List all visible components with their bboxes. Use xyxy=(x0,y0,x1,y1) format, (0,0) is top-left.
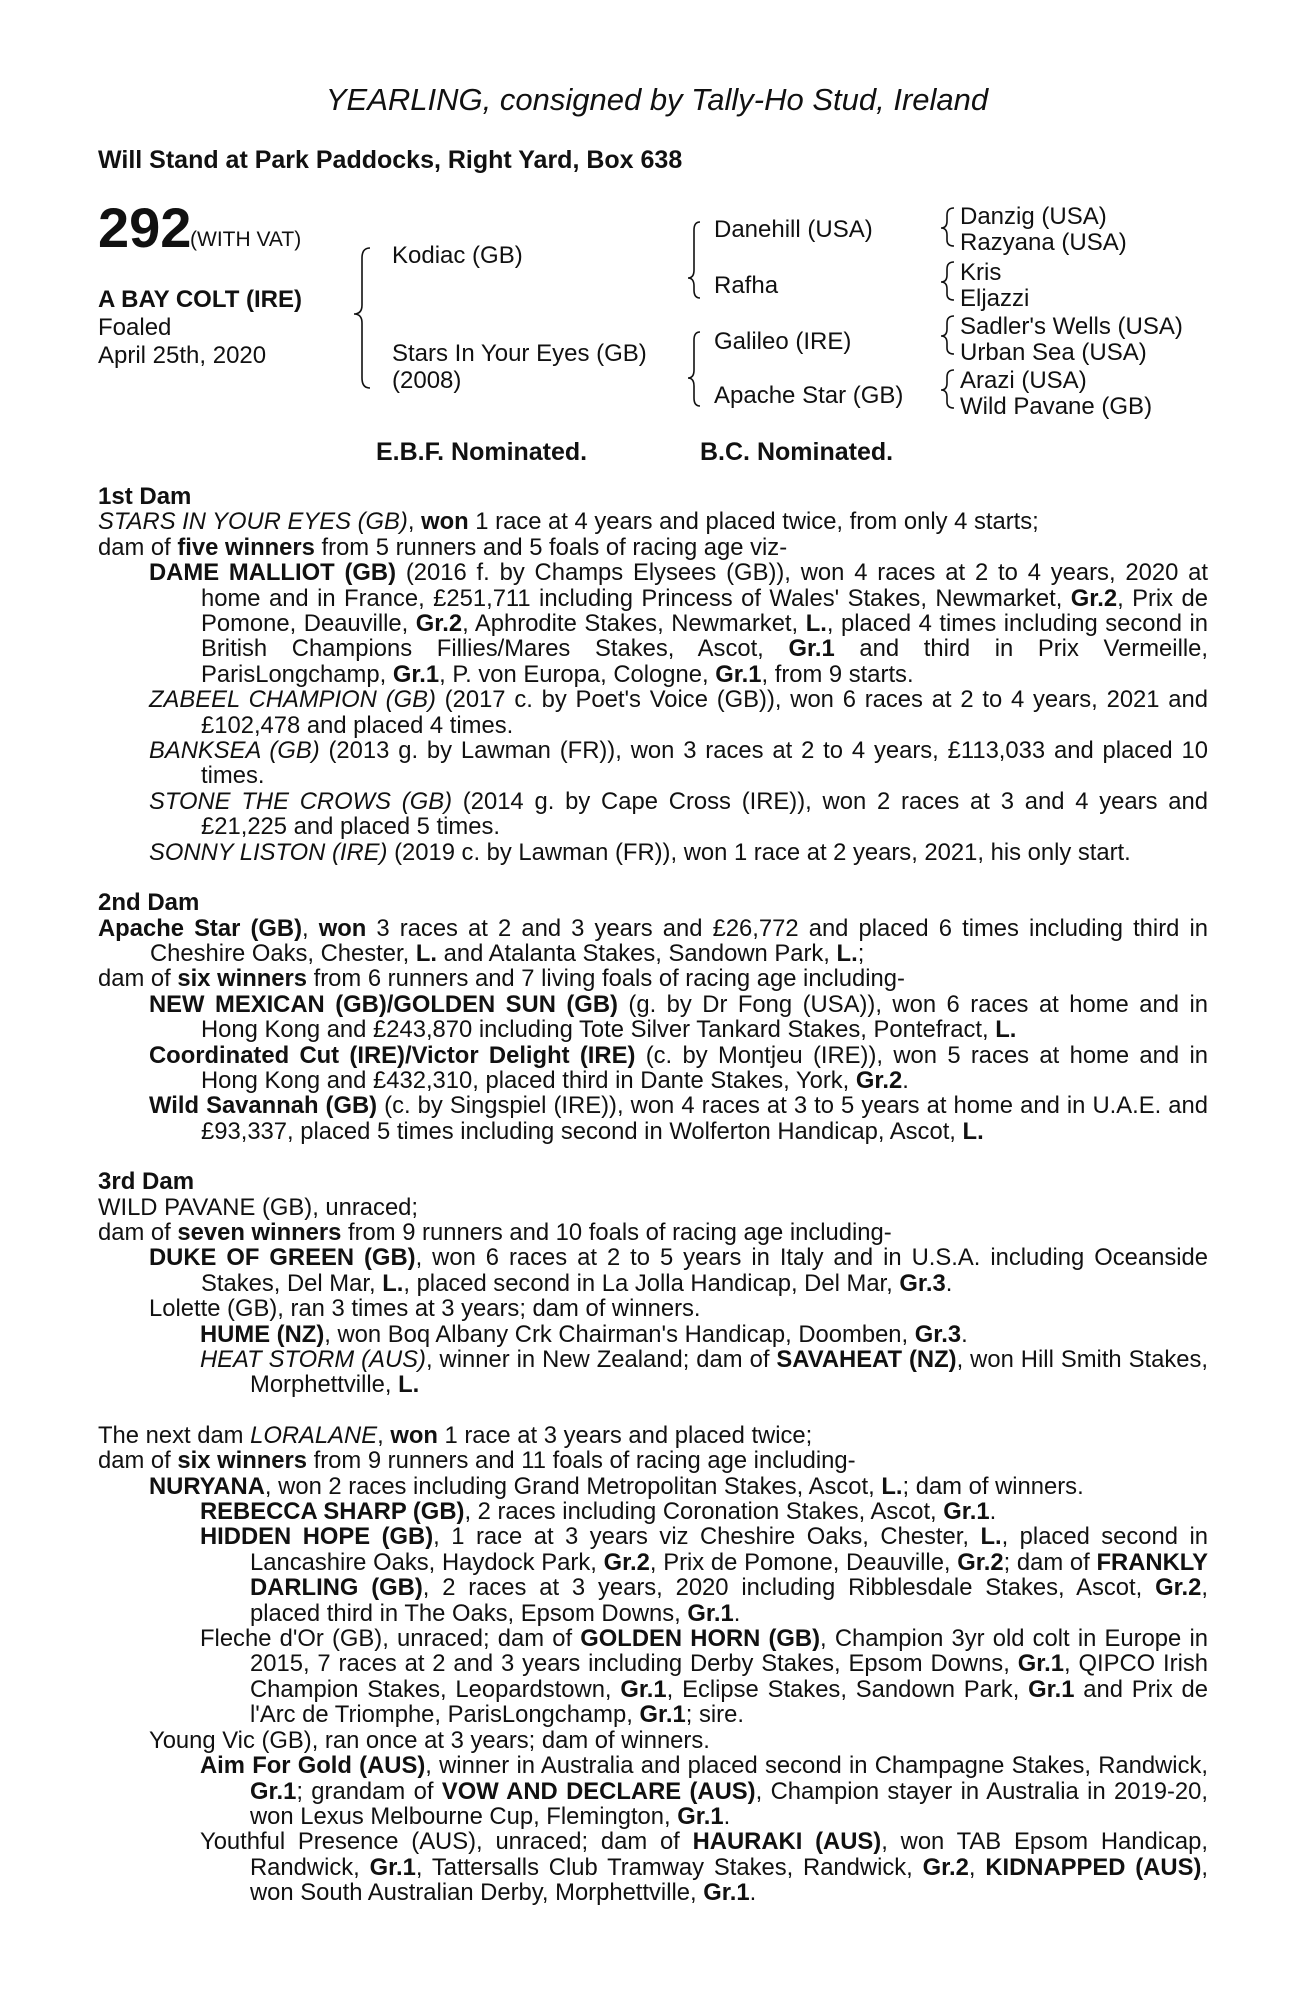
progeny-name: REBECCA SHARP (GB) xyxy=(200,1498,465,1526)
pedigree-g6: Urban Sea (USA) xyxy=(960,339,1147,366)
grade: Gr.3 xyxy=(899,1269,946,1297)
pedigree-g1: Danzig (USA) xyxy=(960,203,1107,230)
stall-location: Will Stand at Park Paddocks, Right Yard, Box 638 xyxy=(98,146,683,174)
text: (c. by Montjeu (IRE)), won 5 races at home and in Hong Kong and £432,310, placed third in Dante Stakes, York, xyxy=(201,1041,1208,1094)
pedigree-g8: Wild Pavane (GB) xyxy=(960,393,1153,420)
text: 1 race at 3 years and placed twice; xyxy=(437,1421,813,1449)
first-dam-heading: 1st Dam xyxy=(98,483,192,510)
grade: Gr.1 xyxy=(369,1853,416,1881)
next-dam-produce xyxy=(98,1448,1208,1473)
progeny-name: GOLDEN HORN (GB) xyxy=(580,1625,821,1653)
progeny-name: DUKE OF GREEN (GB) xyxy=(149,1244,416,1272)
grade: Gr.2 xyxy=(603,1548,650,1576)
text: from 5 runners and 5 foals of racing age viz- xyxy=(314,533,788,561)
progeny-name: Aim For Gold (AUS) xyxy=(200,1752,426,1780)
text: dam of xyxy=(98,533,178,561)
text: . xyxy=(945,1269,953,1297)
lot-number: 292 xyxy=(98,196,192,259)
progeny-hidden-hope xyxy=(98,1524,1208,1626)
winners-count: seven winners xyxy=(177,1218,342,1246)
text: The next dam xyxy=(98,1421,251,1449)
progeny-name: HEAT STORM (AUS) xyxy=(200,1346,426,1373)
grade: Gr.1 xyxy=(943,1498,990,1526)
bc-nominated: B.C. Nominated. xyxy=(700,438,894,466)
text: , winner in New Zealand; dam of xyxy=(425,1346,777,1373)
progeny-name: NEW MEXICAN (GB)/GOLDEN SUN (GB) xyxy=(149,990,618,1018)
text: (2017 c. by Poet's Voice (GB)), won 6 races at 2 to 4 years, 2021 and £102,478 and placed 4 times. xyxy=(201,686,1209,739)
grade: Gr.1 xyxy=(639,1701,686,1729)
pedigree-g7: Arazi (USA) xyxy=(960,367,1087,394)
text: , placed 4 times including second in British Champions Fillies/Mares Stakes, Ascot, xyxy=(201,610,1209,663)
text: , Tattersalls Club Tramway Stakes, Randwick, xyxy=(415,1853,923,1881)
second-dam-name: Apache Star (GB) xyxy=(98,914,303,942)
winners-count: five winners xyxy=(177,533,315,561)
pedigree-sire: Kodiac (GB) xyxy=(392,242,523,269)
next-dam-name: LORALANE xyxy=(250,1421,378,1449)
text: , won South Australian Derby, Morphettville, xyxy=(250,1853,1208,1907)
progeny-coordinated-cut xyxy=(98,1043,1208,1094)
grade: L. xyxy=(398,1371,420,1399)
text: dam of xyxy=(98,1447,178,1475)
text: . xyxy=(723,1802,731,1830)
progeny-wild-savannah xyxy=(98,1093,1208,1144)
grade: Gr.1 xyxy=(703,1879,750,1907)
grade: Gr.2 xyxy=(922,1853,969,1881)
section-gap xyxy=(98,1144,1208,1169)
next-dam-intro xyxy=(98,1423,1208,1448)
grade: Gr.1 xyxy=(788,635,835,663)
ebf-nominated: E.B.F. Nominated. xyxy=(376,438,588,466)
text: . xyxy=(989,1498,997,1526)
text: , placed third in The Oaks, Epsom Downs, xyxy=(250,1574,1208,1627)
text: , 2 races including Coronation Stakes, Ascot, xyxy=(464,1498,944,1526)
grade: L. xyxy=(962,1117,984,1145)
pedigree-g5: Sadler's Wells (USA) xyxy=(960,313,1183,340)
pedigree-g3: Kris xyxy=(960,259,1002,286)
third-dam-produce xyxy=(98,1220,1208,1245)
text: 3 races at 2 and 3 years and £26,772 and placed 6 times including third in Cheshire Oaks, Chester, xyxy=(150,914,1208,967)
pedigree-sire-sire: Danehill (USA) xyxy=(714,216,873,243)
text: , 1 race at 3 years viz Cheshire Oaks, Chester, xyxy=(433,1523,981,1551)
grade: L. xyxy=(836,939,858,967)
progeny-fleche-dor xyxy=(98,1626,1208,1728)
first-dam-intro: STARS IN YOUR EYES (GB), won 1 race at 4 years and placed twice, from only 4 starts; xyxy=(98,508,1039,536)
text: , Aphrodite Stakes, Newmarket, xyxy=(462,610,806,638)
text: , Eclipse Stakes, Sandown Park, xyxy=(666,1675,1029,1703)
progeny-name: HUME (NZ) xyxy=(200,1320,325,1348)
text: , Champion 3yr old colt in Europe in 2015, 7 races at 2 and 3 years including Derby Stakes, Epsom Downs, xyxy=(250,1625,1208,1678)
grade: L. xyxy=(980,1523,1002,1551)
text: from 9 runners and 10 foals of racing age including- xyxy=(341,1218,892,1246)
grade: L. xyxy=(415,939,438,967)
text: (g. by Dr Fong (USA)), won 6 races at home and in Hong Kong and £243,870 including Tote Silver Tankard Stakes, Pontefract, xyxy=(201,990,1208,1044)
grade: Gr.1 xyxy=(687,1599,734,1627)
grade: L. xyxy=(805,610,827,638)
grade: L. xyxy=(382,1269,404,1297)
section-gap xyxy=(98,1398,1208,1423)
progeny-name: SAVAHEAT (NZ) xyxy=(776,1346,957,1373)
grade: Gr.2 xyxy=(1070,584,1118,612)
text: , xyxy=(968,1853,986,1881)
vat-note: (WITH VAT) xyxy=(190,228,302,251)
text: , Prix de Pomone, Deauville, xyxy=(201,584,1208,638)
text: , Prix de Pomone, Deauville, xyxy=(649,1548,958,1576)
text: (2016 f. by Champs Elysees (GB)), won 4 races at 2 to 4 years, 2020 at home and in France, £251,711 including Princess of Wales' Stakes, Newmarket, xyxy=(201,559,1208,612)
pedigree-g4: Eljazzi xyxy=(960,285,1030,312)
text: , P. von Europa, Cologne, xyxy=(439,660,716,688)
text: Fleche d'Or (GB), unraced; dam of xyxy=(200,1625,581,1653)
progeny-stone-the-crows xyxy=(98,789,1208,840)
won-label: won xyxy=(421,508,469,536)
grade: Gr.1 xyxy=(677,1802,724,1830)
foaled-label: Foaled xyxy=(98,314,172,341)
progeny-name: STONE THE CROWS (GB) xyxy=(149,787,452,815)
text: and Atalanta Stakes, Sandown Park, xyxy=(437,939,837,967)
third-dam-intro: WILD PAVANE (GB), unraced; xyxy=(98,1193,419,1221)
text: from 6 runners and 7 living foals of racing age including- xyxy=(307,965,905,993)
text: ; dam of xyxy=(1003,1548,1097,1576)
grade: Gr.1 xyxy=(715,660,762,688)
text: from 9 runners and 11 foals of racing age including- xyxy=(307,1447,856,1475)
progeny-rebecca-sharp xyxy=(98,1499,1208,1524)
first-dam-record: 1 race at 4 years and placed twice, from only 4 starts; xyxy=(468,508,1039,536)
grade: Gr.3 xyxy=(914,1320,962,1348)
progeny-duke-of-green xyxy=(98,1245,1208,1296)
grade: Gr.2 xyxy=(415,610,463,638)
text: , placed second in Lancashire Oaks, Haydock Park, xyxy=(250,1523,1209,1576)
grade: Gr.1 xyxy=(620,1675,667,1703)
text: , won TAB Epsom Handicap, Randwick, xyxy=(250,1828,1208,1881)
grade: Gr.2 xyxy=(957,1548,1004,1576)
pedigree-dam-sire: Galileo (IRE) xyxy=(714,328,852,355)
page-title: YEARLING, consigned by Tally-Ho Stud, Ireland xyxy=(325,82,989,117)
text: (c. by Singspiel (IRE)), won 4 races at 3 to 5 years at home and in U.A.E. and £93,337, placed 5 times including second in Wolferton Handicap, Ascot, xyxy=(201,1092,1208,1145)
text: ; grandam of xyxy=(296,1777,442,1805)
text: , xyxy=(377,1421,391,1449)
pedigree-sire-dam: Rafha xyxy=(714,272,779,299)
first-dam-produce xyxy=(98,535,1208,560)
text: , 2 races at 3 years, 2020 including Ribblesdale Stakes, Ascot, xyxy=(422,1574,1156,1602)
horse-description: A BAY COLT (IRE) xyxy=(98,286,303,313)
text: , won 2 races including Grand Metropolitan Stakes, Ascot, xyxy=(264,1472,882,1500)
progeny-name: Wild Savannah (GB) xyxy=(149,1092,378,1120)
text: . xyxy=(749,1879,757,1907)
text: , won 6 races at 2 to 5 years in Italy and in U.S.A. including Oceanside Stakes, Del Mar, xyxy=(201,1244,1208,1297)
text: . xyxy=(902,1066,909,1094)
progeny-banksea xyxy=(98,738,1208,789)
progeny-lolette: Lolette (GB), ran 3 times at 3 years; dam of winners. xyxy=(149,1295,701,1323)
text: (2014 g. by Cape Cross (IRE)), won 2 races at 3 and 4 years and £21,225 and placed 5 times. xyxy=(201,787,1208,841)
progeny-name: DAME MALLIOT (GB) xyxy=(149,559,397,587)
text: and third in Prix Vermeille, ParisLongchamp, xyxy=(201,635,1208,688)
progeny-heat-storm xyxy=(98,1347,1208,1398)
grade: Gr.1 xyxy=(392,660,440,688)
text: dam of xyxy=(98,1218,178,1246)
grade: Gr.2 xyxy=(1155,1574,1202,1602)
progeny-name: HIDDEN HOPE (GB) xyxy=(200,1523,434,1551)
text: ; dam of winners. xyxy=(902,1472,1084,1500)
text: , from 9 starts. xyxy=(761,660,914,688)
catalogue-body xyxy=(98,484,1208,1906)
progeny-name: Coordinated Cut (IRE)/Victor Delight (IRE) xyxy=(149,1041,636,1069)
text: Youthful Presence (AUS), unraced; dam of xyxy=(200,1828,693,1856)
text: dam of xyxy=(98,965,178,993)
progeny-name: NURYANA xyxy=(149,1472,265,1500)
won-label: won xyxy=(318,914,367,942)
pedigree-g2: Razyana (USA) xyxy=(960,229,1127,256)
progeny-name: FRANKLY DARLING (GB) xyxy=(250,1548,1208,1602)
grade: Gr.1 xyxy=(1028,1675,1075,1703)
foaled-date: April 25th, 2020 xyxy=(98,342,267,369)
text: ; sire. xyxy=(685,1701,744,1729)
progeny-aim-for-gold xyxy=(98,1753,1208,1829)
text: ; xyxy=(857,939,865,967)
text: and Prix de l'Arc de Triomphe, ParisLongchamp, xyxy=(250,1675,1208,1729)
progeny-new-mexican xyxy=(98,992,1208,1043)
text: , winner in Australia and placed second in Champagne Stakes, Randwick, xyxy=(425,1752,1208,1780)
progeny-name: SONNY LISTON (IRE) xyxy=(149,838,388,866)
progeny-name: BANKSEA (GB) xyxy=(149,737,320,765)
text: , won Hill Smith Stakes, Morphettville, xyxy=(250,1346,1209,1399)
pedigree-dam: Stars In Your Eyes (GB) xyxy=(392,340,647,367)
progeny-zabeel-champion xyxy=(98,687,1208,738)
winners-count: six winners xyxy=(177,965,307,993)
text: , Champion stayer in Australia in 2019-20, won Lexus Melbourne Cup, Flemington, xyxy=(250,1777,1208,1830)
progeny-name: KIDNAPPED (AUS) xyxy=(985,1853,1202,1881)
progeny-hume xyxy=(98,1322,1208,1347)
progeny-nuryana xyxy=(98,1474,1208,1499)
progeny-youthful-presence xyxy=(98,1829,1208,1905)
third-dam-heading: 3rd Dam xyxy=(98,1168,195,1196)
progeny-name: ZABEEL CHAMPION (GB) xyxy=(149,686,436,714)
pedigree-dam-year: (2008) xyxy=(392,367,462,394)
second-dam-intro: Apache Star (GB), won 3 races at 2 and 3 years and £26,772 and placed 6 times including third in Cheshire Oaks, Chester, L. and Atalanta Stakes, Sandown Park, L.; xyxy=(98,914,1208,967)
won-label: won xyxy=(390,1421,438,1449)
winners-count: six winners xyxy=(177,1447,307,1475)
text: (2013 g. by Lawman (FR)), won 3 races at 2 to 4 years, £113,033 and placed 10 times. xyxy=(201,737,1208,790)
grade: L. xyxy=(881,1472,903,1500)
text: . xyxy=(961,1320,968,1348)
text: . xyxy=(733,1599,741,1627)
grade: Gr.1 xyxy=(1017,1650,1064,1678)
text: , won Boq Albany Crk Chairman's Handicap, Doomben, xyxy=(324,1320,915,1348)
grade: Gr.1 xyxy=(250,1777,297,1805)
progeny-name: HAURAKI (AUS) xyxy=(692,1828,882,1856)
progeny-name: VOW AND DECLARE (AUS) xyxy=(441,1777,756,1805)
grade: L. xyxy=(995,1016,1017,1044)
text: , placed second in La Jolla Handicap, Del Mar, xyxy=(403,1269,900,1297)
progeny-young-vic: Young Vic (GB), ran once at 3 years; dam of winners. xyxy=(149,1726,710,1754)
grade: Gr.2 xyxy=(855,1066,903,1094)
second-dam-produce xyxy=(98,966,1208,991)
progeny-dame-malliot xyxy=(98,560,1208,687)
first-dam-name: STARS IN YOUR EYES (GB) xyxy=(98,508,408,536)
section-gap xyxy=(98,865,1208,890)
text: , QIPCO Irish Champion Stakes, Leopardstown, xyxy=(250,1650,1208,1703)
text: (2019 c. by Lawman (FR)), won 1 race at 2 years, 2021, his only start. xyxy=(387,838,1131,866)
second-dam-heading: 2nd Dam xyxy=(98,889,200,917)
pedigree-dam-dam: Apache Star (GB) xyxy=(714,382,904,409)
progeny-sonny-liston xyxy=(98,840,1208,865)
